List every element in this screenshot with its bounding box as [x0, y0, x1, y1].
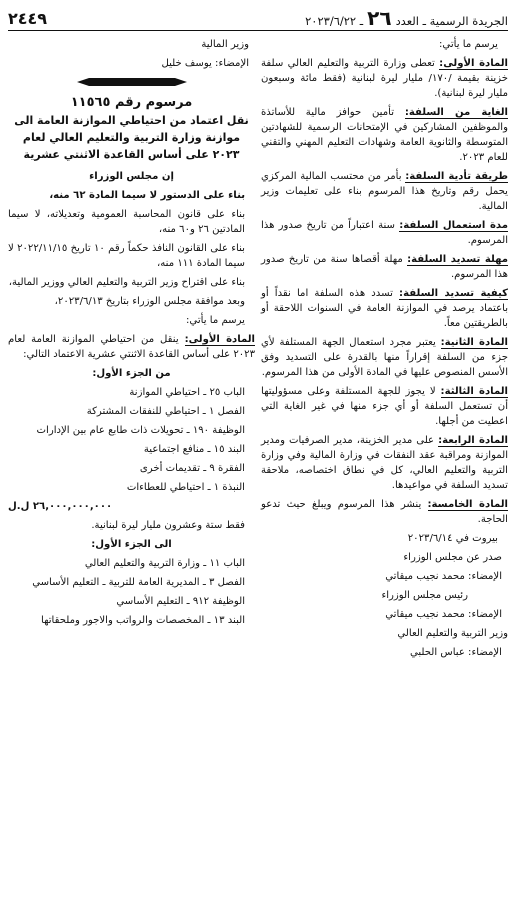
article-5 [261, 497, 508, 527]
issue-number: ٢٦ [367, 5, 392, 30]
advance-payment-text: بأمر من محتسب المالية المركزي يحمل رقم وتاريخ هذا المرسوم بناء على تعليمات وزير المالية. [261, 171, 508, 212]
article-2-label: المادة الثانية: [440, 337, 508, 348]
list-item: الباب ٢٥ ـ احتياطي الموازنة [129, 387, 245, 398]
advance-repay-method [261, 286, 508, 331]
list-item: البند ١٣ ـ المخصصات والرواتب والاجور وملحقاتها [41, 615, 245, 626]
decrees-intro: يرسم ما يأتي: [186, 315, 245, 326]
advance-repay-method-label: كيفية تسديد السلفة: [399, 288, 508, 299]
signature-pm-1: الإمضاء: محمد نجيب ميقاتي [385, 571, 502, 582]
two-column-body [8, 37, 508, 664]
page-header [8, 6, 508, 31]
transfer-amount-words: فقط ستة وعشرون مليار ليرة لبنانية. [91, 520, 245, 531]
article-2 [261, 335, 508, 380]
right-column [261, 37, 508, 664]
basis-4: بناء على اقتراح وزير التربية والتعليم العالي ووزير المالية، [8, 277, 245, 288]
pm-title: رئيس مجلس الوزراء [381, 590, 468, 601]
decree-number: مرسوم رقم ١١٥٦٥ [70, 95, 193, 110]
basis-5: وبعد موافقة مجلس الوزراء بتاريخ ٢٠٢٣/٦/١٣، [54, 296, 245, 307]
list-item: الفصل ٣ ـ المديرية العامة للتربية ـ التعليم الأساسي [32, 577, 245, 588]
article-1-label: المادة الأولى: [439, 58, 509, 69]
decree-title: نقل اعتماد من احتياطي الموازنة العامة الى موازنة وزارة التربية والتعليم العالي لعام ٢٠٢٣ على أساس القاعدة الاثنتي عشرية [14, 114, 249, 161]
education-minister-title: وزير التربية والتعليم العالي [397, 628, 508, 639]
signature-education-minister: الإمضاء: عباس الحلبي [409, 647, 502, 658]
list-item: الوظيفة ١٩٠ ـ تحويلات ذات طابع عام بين الإدارات [36, 425, 245, 436]
left-article-1-text: ينقل من احتياطي الموازنة العامة لعام ٢٠٢٣ على أساس القاعدة الاثنتي عشرية الاعتماد التالي: [8, 334, 255, 360]
article-1-text: تعطى وزارة التربية والتعليم العالي سلفة خزينة بقيمة /١٧٠/ مليار ليرة لبنانية (فقط مائة وسبعون مليار ليرة لبنانية). [261, 58, 508, 99]
basis-2: بناء على قانون المحاسبة العمومية وتعديلاته، لا سيما المادتين ٢٦ و٦٠ منه، [8, 209, 245, 235]
advance-repay-method-text: تسدد هذه السلفة اما نقداً أو باعتماد يرصد في الموازنة العامة في السنوات اللاحقة أو بالطريقتين معاً. [261, 288, 508, 329]
list-item: الوظيفة ٩١٢ ـ التعليم الأساسي [116, 596, 245, 607]
signature-finance-minister: الإمضاء: يوسف خليل [161, 58, 249, 69]
place-date: بيروت في ٢٠٢٣/٦/١٤ [407, 533, 498, 544]
publication-name: الجريدة الرسمية ـ العدد [395, 13, 508, 28]
list-item: الباب ١١ ـ وزارة التربية والتعليم العالي [84, 558, 245, 569]
advance-repay-text: مهلة أقصاها سنة من تاريخ صدور هذا المرسوم. [261, 254, 508, 280]
advance-usage-text: سنة اعتباراً من تاريخ صدور هذا المرسوم. [261, 220, 508, 246]
finance-minister-title: وزير المالية [201, 39, 249, 50]
from-section-heading: من الجزء الأول: [92, 368, 171, 379]
list-item: النبذة ١ ـ احتياطي للعطاءات [126, 482, 245, 493]
page-number: ٢٤٤٩ [8, 8, 48, 28]
article-2-text: يعتبر مجرد استعمال الجهة المستلفة لأي جزء من السلفة إقراراً منها بالقدرة على التسديد وفق الأسس المنصوص عليها في المادة الأولى من هذا المرسوم. [261, 337, 508, 378]
left-article-1-label: المادة الأولى: [184, 334, 256, 345]
signature-pm-2: الإمضاء: محمد نجيب ميقاتي [385, 609, 502, 620]
article-3-label: المادة الثالثة: [440, 386, 508, 397]
issued-by: صدر عن مجلس الوزراء [403, 552, 502, 563]
basis-1: بناء على الدستور لا سيما المادة ٦٢ منه، [49, 190, 245, 201]
left-article-1 [8, 332, 255, 362]
advance-usage-period [261, 218, 508, 248]
basis-3: بناء على القانون النافذ حكماً رقم ١٠ تاريخ ٢٠٢٢/١١/١٥ لا سيما المادة ١١١ منه، [8, 243, 245, 269]
article-3 [261, 384, 508, 429]
advance-purpose [261, 105, 508, 165]
article-5-text: ينشر هذا المرسوم ويبلغ حيث تدعو الحاجة. [261, 499, 508, 525]
advance-purpose-label: الغاية من السلفة: [404, 107, 509, 118]
advance-payment-method [261, 169, 508, 214]
to-section-heading: الى الجزء الأول: [91, 539, 172, 550]
left-column [8, 37, 255, 664]
decree-intro: يرسم ما يأتي: [439, 39, 498, 50]
advance-usage-label: مدة استعمال السلفة: [399, 220, 508, 231]
list-item: الفصل ١ ـ احتياطي للنفقات المشتركة [86, 406, 245, 417]
transfer-amount: ٢٦,٠٠٠,٠٠٠,٠٠٠ ل.ل [8, 501, 113, 512]
council-heading: إن مجلس الوزراء [89, 171, 174, 182]
article-4-text: على مدير الخزينة، مدير الصرفيات ومدير الموازنة ومراقبة عقد النفقات في وزارة المالية وفي وزارة التربية والتعليم العالي، كل في نطاق اختصاصه، ملاحقة تسديد السلفة في مواعيدها. [261, 435, 508, 491]
article-5-label: المادة الخامسة: [427, 499, 509, 510]
article-4-label: المادة الرابعة: [438, 435, 508, 446]
article-3-text: لا يجوز للجهة المستلفة وعلى مسؤوليتها أن تستعمل السلفة أو أي جزء منها في غير الغاية التي اعطيت من أجلها. [261, 386, 508, 427]
article-1 [261, 56, 508, 101]
advance-repay-label: مهلة تسديد السلفة: [407, 254, 509, 265]
list-item: الفقرة ٩ ـ تقديمات أخرى [139, 463, 245, 474]
issue-date: ـ ٢٠٢٣/٦/٢٢ [305, 13, 364, 28]
advance-repay-deadline [261, 252, 508, 282]
header-publication [305, 5, 508, 30]
section-divider-icon [8, 77, 255, 87]
advance-payment-label: طريقة تأدية السلفة: [405, 171, 508, 182]
advance-purpose-text: تأمين حوافز مالية للأساتذة والموظفين المشاركين في الإمتحانات الرسمية للشهادتين المتوسطة والثانوية العامة وشهادات التعليم المهني والتقني للعام ٢٠٢٣. [261, 107, 508, 163]
list-item: البند ١٥ ـ منافع اجتماعية [143, 444, 245, 455]
article-4 [261, 433, 508, 493]
